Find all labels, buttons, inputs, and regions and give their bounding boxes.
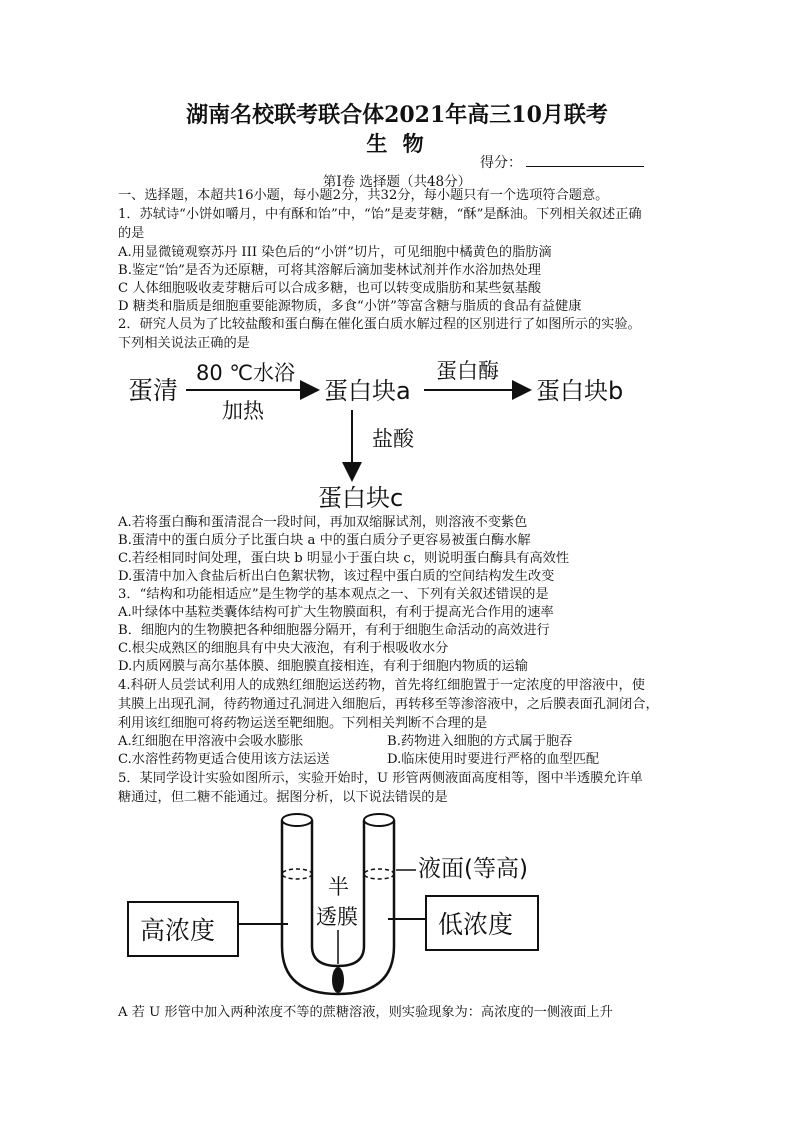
left-tube-mouth (282, 814, 312, 826)
q5-option-a: A 若 U 形管中加入两种浓度不等的蔗糖溶液，则实验现象为：高浓度的一侧液面上升 (118, 1005, 613, 1020)
diagram-end-right-label: 蛋白块b (536, 377, 624, 405)
q1-option-a: A.用显微镜观察苏丹 III 染色后的“小饼”切片，可见细胞中橘黄色的脂肪滴 (118, 245, 552, 260)
low-concentration-label: 低浓度 (438, 910, 514, 939)
q4-option-c: C.水溶性药物更适合使用该方法运送 (118, 752, 330, 767)
liquid-level-label: 液面(等高) (418, 856, 528, 882)
diagram-end-bottom-label: 蛋白块c (318, 484, 404, 512)
q3-option-a: A.叶绿体中基粒类囊体结构可扩大生物膜面积，有利于提高光合作用的速率 (118, 605, 554, 620)
heat-condition-top: 80 ℃水浴 (196, 361, 295, 385)
score-label: 得分： (480, 155, 522, 171)
q2-option-c: C.若经相同时间处理，蛋白块 b 明显小于蛋白块 c，则说明蛋白酶具有高效性 (118, 551, 570, 566)
q1-stem-line1: 1．苏轼诗“小饼如嚼月，中有酥和饴”中，“饴”是麦芽糖，“酥”是酥油。下列相关叙述正确 (118, 207, 642, 222)
exam-title: 湖南名校联考联合体2021年高三10月联考 (186, 102, 608, 128)
diagram-mid-label: 蛋白块a (324, 377, 411, 405)
acid-label: 盐酸 (372, 427, 414, 451)
q1-option-d: D 糖类和脂质是细胞重要能源物质，多食“小饼”等富含糖与脂质的食品有益健康 (118, 299, 582, 314)
q4-stem-line3: 利用该红细胞可将药物运送至靶细胞。下列相关判断不合理的是 (118, 716, 488, 731)
left-liquid-level (282, 869, 312, 879)
high-concentration-label: 高浓度 (140, 916, 216, 945)
q3-option-b: B．细胞内的生物膜把各种细胞器分隔开，有利于细胞生命活动的高效进行 (118, 623, 550, 638)
q4-option-a: A.红细胞在甲溶液中会吸水膨胀 (118, 734, 304, 749)
q5-stem-line2: 糖通过，但二糖不能通过。据图分析，以下说法错误的是 (118, 790, 448, 805)
q4-stem-line1: 4.科研人员尝试利用人的成熟红细胞运送药物，首先将红细胞置于一定浓度的甲溶液中，使 (118, 678, 645, 693)
q2-stem-line2: 下列相关说法正确的是 (118, 336, 250, 351)
subject-title: 生 物 (366, 131, 428, 156)
q3-option-c: C.根尖成熟区的细胞具有中央大液泡，有利于根吸收水分 (118, 641, 449, 656)
q3-option-d: D.内质网膜与高尔基体膜、细胞膜直接相连，有利于细胞内物质的运输 (118, 659, 528, 674)
q2-experiment-diagram (118, 352, 638, 512)
q4-stem-line2: 其膜上出现孔洞，待药物通过孔洞进入细胞后，再转移至等渗溶液中，之后膜表面孔洞闭合， (118, 697, 659, 712)
q5-u-tube-diagram (118, 806, 578, 1006)
membrane-label-line2: 透膜 (316, 905, 358, 929)
q1-option-b: B.鉴定“饴”是否为还原糖，可将其溶解后滴加斐林试剂并作水浴加热处理 (118, 263, 541, 278)
score-blank[interactable] (526, 154, 644, 167)
q4-option-d: D.临床使用时要进行严格的血型匹配 (387, 752, 600, 767)
q4-option-b: B.药物进入细胞的方式属于胞吞 (387, 734, 573, 749)
q2-option-d: D.蛋清中加入食盐后析出白色絮状物，该过程中蛋白质的空间结构发生改变 (118, 569, 555, 584)
q2-stem-line1: 2．研究人员为了比较盐酸和蛋白酶在催化蛋白质水解过程的区别进行了如图所示的实验。 (118, 317, 641, 332)
membrane-label-line1: 半 (328, 875, 349, 899)
section-instructions: 一、选择题，本超共16小题，每小题2分，共32分，每小题只有一个选项符合题意。 (118, 188, 609, 203)
q1-option-c: C 人体细胞吸收麦芽糖后可以合成多糖，也可以转变成脂肪和某些氨基酸 (118, 281, 542, 296)
right-liquid-level (364, 869, 394, 879)
score-field (480, 152, 644, 172)
q3-stem: 3．“结构和功能相适应”是生物学的基本观点之一、下列有关叙述错误的是 (118, 587, 549, 602)
q5-stem-line1: 5．某同学设计实验如图所示，实验开始时，U 形管两侧液面高度相等，图中半透膜允许单 (118, 771, 643, 786)
right-tube-mouth (364, 814, 394, 826)
heat-condition-bottom: 加热 (222, 399, 264, 423)
semipermeable-membrane (332, 967, 344, 993)
q2-option-a: A.若将蛋白酶和蛋清混合一段时间，再加双缩脲试剂，则溶液不变紫色 (118, 515, 528, 530)
q1-stem-line2: 的是 (118, 226, 145, 241)
diagram-start-label: 蛋清 (128, 376, 179, 405)
enzyme-label: 蛋白酶 (436, 359, 499, 383)
section-title: 第Ⅰ卷 选择题（共48分） (322, 174, 472, 190)
q2-option-b: B.蛋清中的蛋白质分子比蛋白块 a 中的蛋白质分子更容易被蛋白酶水解 (118, 533, 531, 548)
